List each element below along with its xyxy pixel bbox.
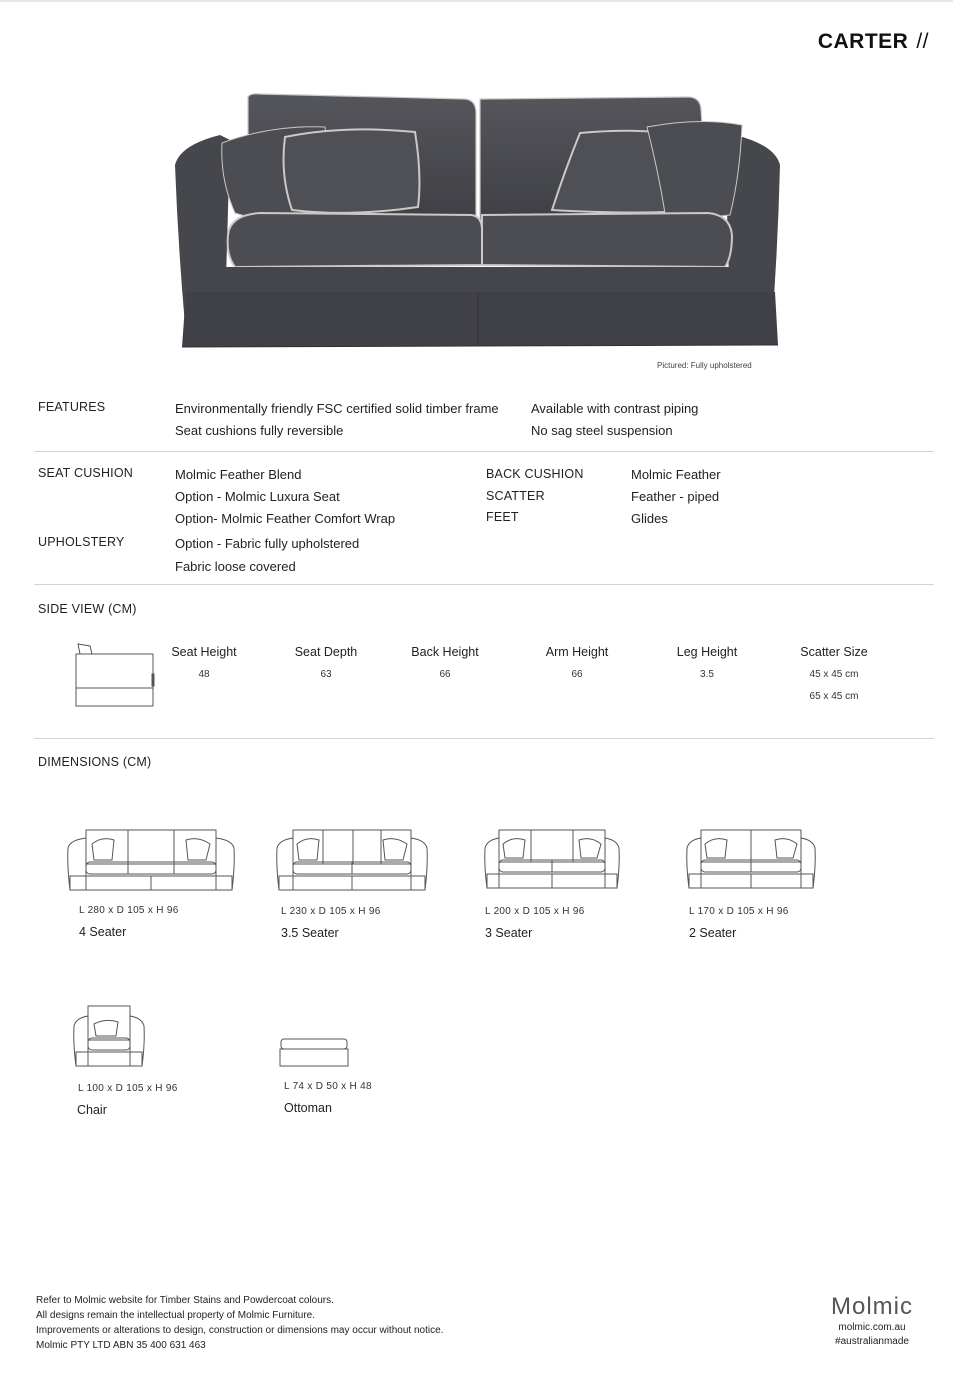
chair-drawing [70,1002,148,1070]
side-view-value: 66 [439,669,451,680]
three-half-seater-drawing [273,826,431,894]
dimension-name: Chair [77,1103,107,1117]
feet-label: FEET [486,510,519,524]
sofa-photo [160,85,800,360]
footer-line: Molmic PTY LTD ABN 35 400 631 463 [36,1340,206,1351]
side-view-heading: Arm Height [545,645,609,659]
product-title [818,30,929,54]
top-rule [0,0,953,2]
brand-website[interactable]: molmic.com.au [838,1322,906,1333]
dimension-text: L 230 x D 105 x H 96 [281,906,381,917]
side-view-value: 63 [320,669,332,680]
upholstery-item: Option - Fabric fully upholstered [175,536,360,551]
feature-item: Seat cushions fully reversible [175,423,344,438]
dimension-name: Ottoman [284,1101,332,1115]
dimension-text: L 170 x D 105 x H 96 [689,906,789,917]
side-view-label: SIDE VIEW (CM) [38,602,137,616]
back-cushion-label: BACK CUSHION [486,467,584,481]
dimensions-label: DIMENSIONS (CM) [38,755,152,769]
dimension-name: 2 Seater [689,926,737,940]
title-mark: // [916,30,929,53]
feature-item: Available with contrast piping [531,401,699,416]
upholstery-item: Fabric loose covered [175,559,296,574]
four-seater-drawing [64,826,238,894]
product-name: CARTER [817,30,909,53]
brand-logo: Molmic [831,1293,913,1320]
upholstery-label: UPHOLSTERY [38,535,125,549]
dimension-name: 3.5 Seater [281,926,339,940]
side-view-value: 66 [571,669,583,680]
seat-cushion-item: Molmic Feather Blend [175,467,302,482]
side-view-heading: Seat Height [171,645,237,659]
features-label: FEATURES [38,400,106,414]
section-divider [34,738,934,739]
footer-notes [36,1293,443,1353]
side-view-value: 48 [198,669,210,680]
dimension-name: 4 Seater [79,925,127,939]
dimension-text: L 200 x D 105 x H 96 [485,906,585,917]
dimension-text: L 74 x D 50 x H 48 [284,1081,372,1092]
side-view-heading: Scatter Size [800,645,868,659]
brand-block [831,1293,913,1349]
footer-line: Refer to Molmic website for Timber Stains and Powdercoat colours. [36,1295,334,1306]
side-view-value: 45 x 45 cm [809,669,859,680]
scatter-value: Feather - piped [631,489,720,504]
feature-item: Environmentally friendly FSC certified solid timber frame [175,401,499,416]
three-seater-drawing [481,826,623,892]
brand-hashtag: #australianmade [835,1336,909,1347]
ottoman-drawing [277,1036,351,1070]
scatter-label: SCATTER [486,489,545,503]
seat-cushion-item: Option - Molmic Luxura Seat [175,489,340,504]
footer-line: Improvements or alterations to design, construction or dimensions may occur without notice. [36,1325,444,1336]
section-divider [34,584,934,585]
feet-value: Glides [631,511,668,526]
photo-caption: Pictured: Fully upholstered [657,361,752,370]
seat-cushion-label: SEAT CUSHION [38,466,134,480]
footer-line: All designs remain the intellectual property of Molmic Furniture. [36,1310,316,1321]
section-divider [34,451,934,452]
dimension-name: 3 Seater [485,926,533,940]
dimension-text: L 280 x D 105 x H 96 [79,905,179,916]
feature-item: No sag steel suspension [531,423,673,438]
side-view-value: 65 x 45 cm [809,691,859,702]
side-view-value: 3.5 [700,669,714,680]
side-view-heading: Back Height [411,645,479,659]
dimension-text: L 100 x D 105 x H 96 [78,1083,178,1094]
back-cushion-value: Molmic Feather [631,467,721,482]
side-view-heading: Leg Height [676,645,738,659]
seat-cushion-item: Option- Molmic Feather Comfort Wrap [175,511,396,526]
side-view-heading: Seat Depth [294,645,358,659]
two-seater-drawing [683,826,819,892]
